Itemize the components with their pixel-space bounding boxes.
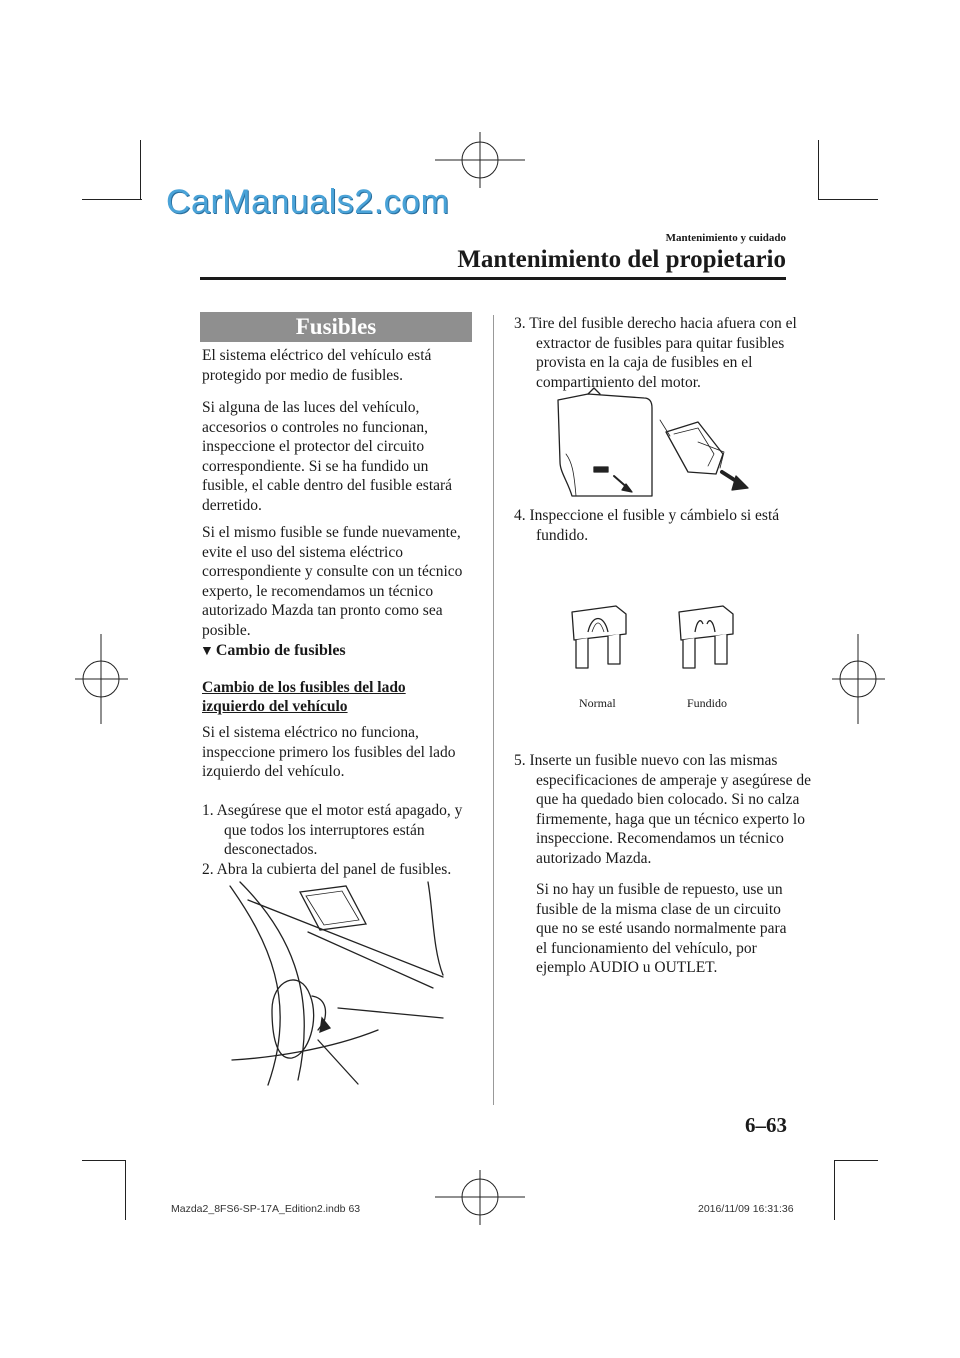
list-item: 2. Abra la cubierta del panel de fusibles.	[202, 860, 452, 878]
fuse-blown-icon	[673, 604, 737, 674]
step-4: 4. Inspeccione el fusible y cámbielo si está fundido.	[514, 507, 780, 544]
watermark: CarManuals2.com	[166, 183, 450, 221]
section-banner: Fusibles	[200, 312, 472, 342]
steps-list-left	[202, 801, 482, 879]
page-number: 6–63	[745, 1113, 787, 1137]
footer-file: Mazda2_8FS6-SP-17A_Edition2.indb 63	[171, 1203, 361, 1215]
step-5-text: 5. Inserte un fusible nuevo con las mismas especificaciones de amperaje y asegúrese de que ha quedado bien colocado. Si no calza firmemente, haga que un técnico experto lo inspeccione. Recomendamos un técnico autorizado Mazda.	[514, 752, 811, 867]
footer-timestamp: 2016/11/09 16:31:36	[698, 1203, 794, 1215]
caption-blown: Fundido	[687, 696, 728, 710]
header-rule	[200, 277, 786, 280]
column-divider	[493, 315, 494, 1105]
subheading	[200, 642, 346, 660]
section-title: Mantenimiento del propietario	[457, 246, 786, 273]
chapter-title: Mantenimiento y cuidado	[665, 232, 786, 244]
fuse-panel-illustration	[228, 880, 468, 1090]
step-5-note: Si no hay un fusible de repuesto, use un fusible de la misma clase de un circuito que no se esté usando normalmente para el funcionamiento del vehículo, por ejemplo AUDIO u OUTLET.	[536, 881, 787, 977]
underlined-heading: Cambio de los fusibles del lado izquierdo del vehículo	[202, 679, 406, 715]
triangle-icon: ▼	[200, 644, 214, 659]
paragraph-repeat: Si el mismo fusible se funde nuevamente, evite el uso del sistema eléctrico correspondiente y consulte con un técnico experto, le recomendamos un técnico autorizado Mazda tan pronto como sea posible.	[202, 524, 463, 639]
paragraph-inspect: Si el sistema eléctrico no funciona, inspeccione primero los fusibles del lado izquierdo del vehículo.	[202, 724, 456, 781]
paragraph-intro: El sistema eléctrico del vehículo está protegido por medio de fusibles.	[202, 347, 432, 384]
step-5	[514, 751, 811, 869]
fuse-normal-icon	[566, 604, 630, 674]
subheading-text: Cambio de fusibles	[215, 642, 346, 659]
fuse-puller-illustration	[548, 392, 758, 502]
step-3: 3. Tire del fusible derecho hacia afuera con el extractor de fusibles para quitar fusibles provista en la caja de fusibles en el compartimiento del motor.	[514, 315, 797, 391]
paragraph-lights: Si alguna de las luces del vehículo, accesorios o controles no funcionan, inspeccione el protector del circuito correspondiente. Si se ha fundido un fusible, el cable dentro del fusible estará derretido.	[202, 399, 453, 514]
caption-normal: Normal	[579, 696, 616, 710]
list-item: 1. Asegúrese que el motor está apagado, y que todos los interruptores están desconectados.	[202, 802, 463, 859]
